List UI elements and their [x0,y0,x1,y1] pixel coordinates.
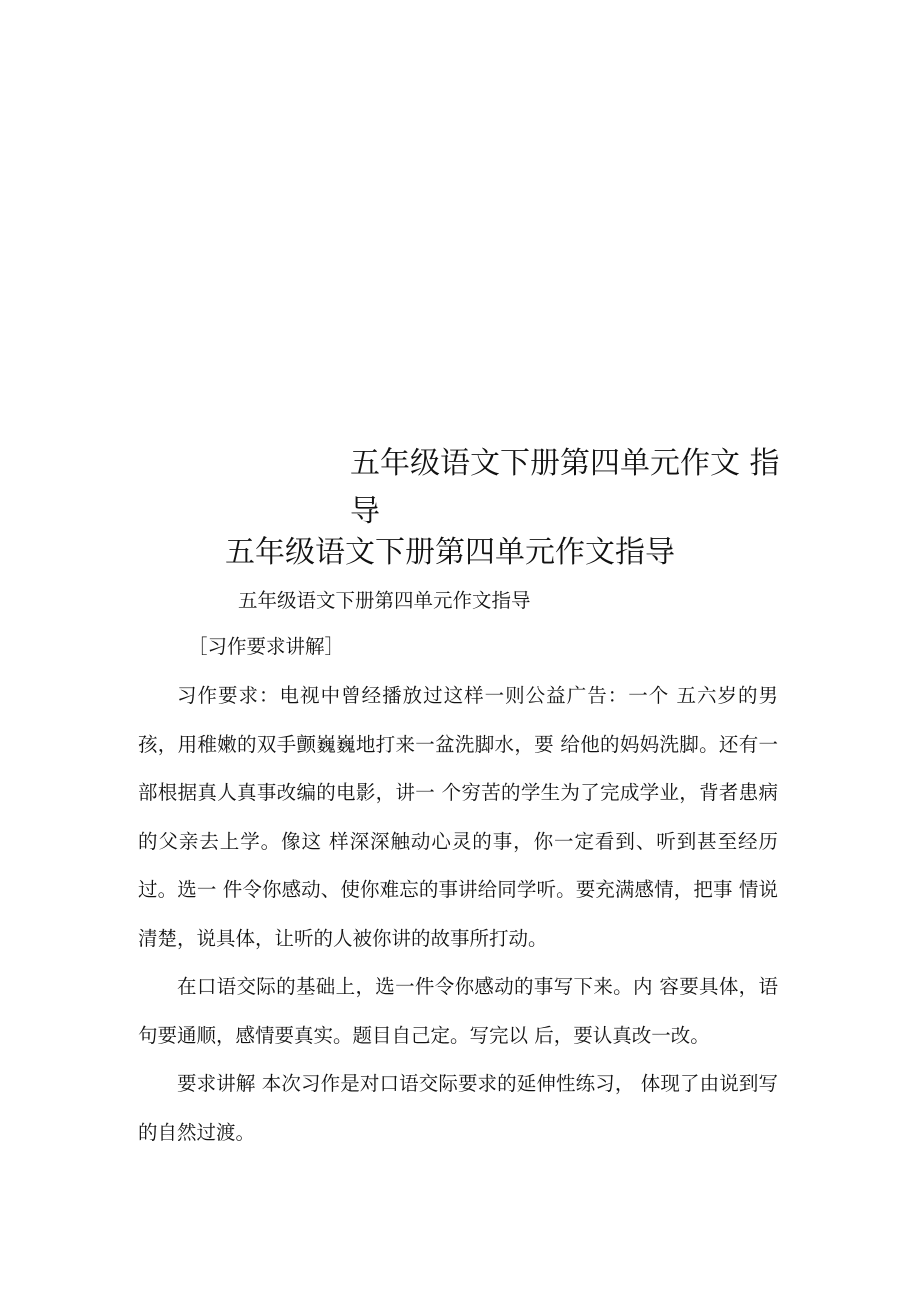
section-heading: ［习作要求讲解］ [188,635,345,658]
paragraph-writing-task: 在口语交际的基础上，选一件令你感动的事写下来。内 容要具体，语句要通顺，感情要真实。题目自己定。写完以 后，要认真改一改。 [138,975,778,1047]
paragraph-explanation: 要求讲解 本次习作是对口语交际要求的延伸性练习， 体现了由说到写的自然过渡。 [138,1072,778,1144]
document-title: 五年级语文下册第四单元作文 指导 [350,446,780,529]
paragraph-requirements: 习作要求：电视中曾经播放过这样一则公益广告：一个 五六岁的男孩，用稚嫩的双手颤巍巍地打来一盆洗脚水，要 给他的妈妈洗脚。还有一部根据真人真事改编的电影，讲一 个穷苦的学生为了完成学业，背者患病的父亲去上学。像这 样深深触动心灵的事，你一定看到、听到甚至经历过。选一 件令你感动、使你难忘的事讲给同学听。要充满感情，把事 情说清楚，说具体，让听的人被你讲的故事所打动。 [138,684,778,950]
document-small-title: 五年级语文下册第四单元作文指导 [238,589,531,612]
document-subtitle: 五年级语文下册第四单元作文指导 [225,535,675,570]
